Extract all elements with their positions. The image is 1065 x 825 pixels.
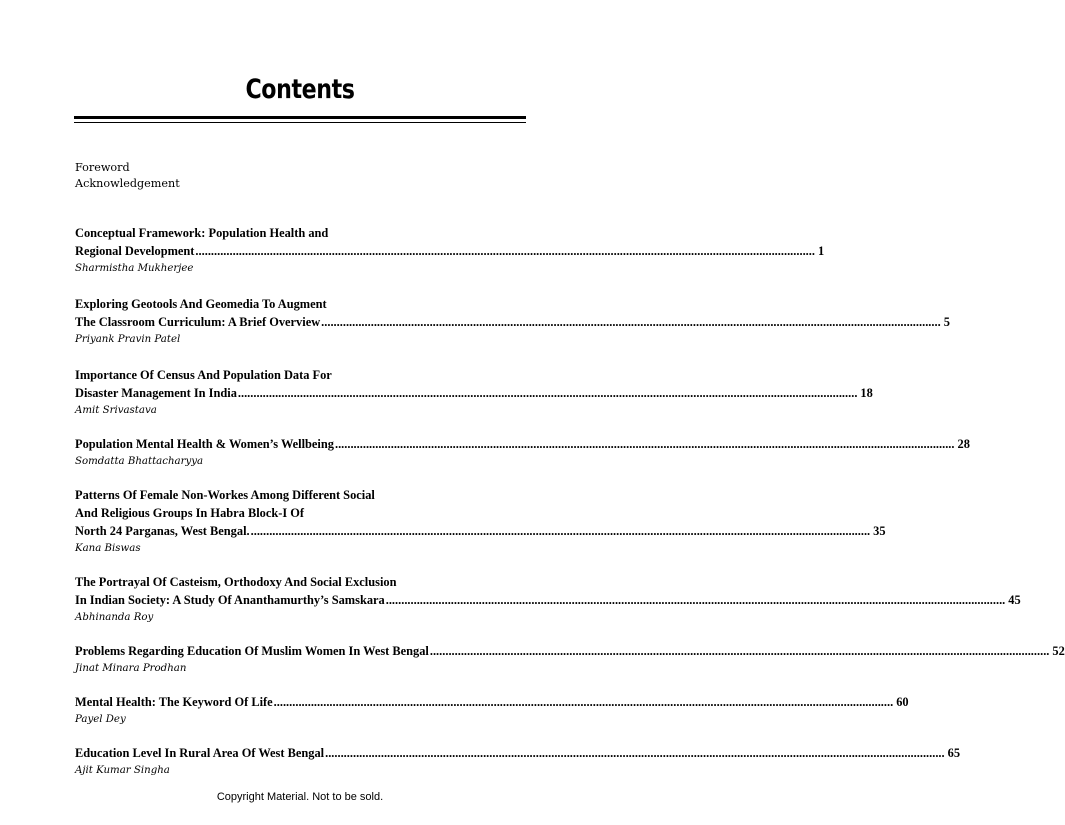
dot-leader: ........................................................................................................................................................................................................ [334,437,955,451]
toc-entry-title-line: Importance Of Census And Population Data For [75,368,332,382]
toc-page-number: 52 [1052,644,1065,658]
toc-entry-title-line [75,522,886,540]
toc-entry-title-line [75,384,873,402]
toc-entry-author: Sharmistha Mukherjee [75,263,194,274]
toc-entry-title: Education Level In Rural Area Of West Bengal [75,746,325,760]
front-matter [75,160,180,192]
dot-leader: ........................................................................................................................................................................................................ [321,315,941,329]
front-matter-item: Acknowledgement [75,177,180,190]
toc-entry-title: Regional Development [75,244,195,258]
toc-entry[interactable] [75,693,909,728]
dot-leader: ........................................................................................................................................................................................................ [250,524,871,538]
toc-entry-title-line [75,591,1021,609]
toc-entry-author: Priyank Pravin Patel [75,334,181,345]
toc-entry-title-line [75,744,961,762]
toc-entry-author: Kana Biswas [75,543,141,554]
dot-leader: ........................................................................................................................................................................................................ [237,386,858,400]
toc-entry-author: Jinat Minara Prodhan [75,663,187,674]
toc-entry-title-line [75,242,825,260]
toc-entry[interactable] [75,224,825,277]
dot-leader: ........................................................................................................................................................................................................ [273,695,894,709]
dot-leader: ........................................................................................................................................................................................................ [195,244,815,258]
toc-entry-title-line [75,693,909,711]
toc-entry-author: Somdatta Bhattacharyya [75,456,204,467]
toc-entry-title-line: And Religious Groups In Habra Block-I Of [75,506,305,520]
toc-entry[interactable] [75,486,886,557]
toc-page-number: 35 [873,524,886,538]
toc-entry-title-line: Exploring Geotools And Geomedia To Augment [75,297,327,311]
toc-entry-title-line: The Portrayal Of Casteism, Orthodoxy And Social Exclusion [75,575,397,589]
toc-entry-title-line: Conceptual Framework: Population Health and [75,226,329,240]
toc-page-number: 45 [1008,593,1021,607]
toc-entry[interactable] [75,744,961,779]
toc-entry-title-line [75,313,950,331]
toc-entry-author: Ajit Kumar Singha [75,765,170,776]
toc-page-number: 18 [860,386,873,400]
toc-entry[interactable] [75,642,1065,677]
toc-entry[interactable] [75,573,1021,626]
toc-page-number: 1 [817,244,825,258]
toc-entry-title: Disaster Management In India [75,386,237,400]
dot-leader: ........................................................................................................................................................................................................ [385,593,1006,607]
toc-entry[interactable] [75,366,873,419]
title-rule-thick [74,116,526,119]
title-rule-thin [74,122,526,123]
page-title: Contents [245,74,355,105]
toc-entry-title: The Classroom Curriculum: A Brief Overview [75,315,321,329]
toc-entry-title: Problems Regarding Education Of Muslim Women In West Bengal [75,644,429,658]
toc-entry[interactable] [75,435,970,470]
toc-entry-title: Mental Health: The Keyword Of Life [75,695,273,709]
toc-entry-title: Population Mental Health & Women’s Wellbeing [75,437,334,451]
toc-page-number: 65 [947,746,961,760]
dot-leader: ........................................................................................................................................................................................................ [429,644,1050,658]
toc-entries [75,224,1065,779]
copyright-footer: Copyright Material. Not to be sold. [216,791,384,803]
toc-entry-title-line: Patterns Of Female Non-Workes Among Different Social [75,488,375,502]
toc-page-number: 28 [957,437,970,451]
toc-entry-title-line [75,435,970,453]
toc-entry[interactable] [75,295,950,348]
toc-entry-title-line [75,642,1065,660]
front-matter-item: Foreword [75,161,130,174]
toc-entry-title: In Indian Society: A Study Of Ananthamurthy’s Samskara [75,593,385,607]
toc-page-number: 5 [943,315,950,329]
toc-page-number: 60 [896,695,909,709]
toc-entry-author: Abhinanda Roy [75,612,154,623]
dot-leader: ........................................................................................................................................................................................................ [325,746,945,760]
toc-entry-title: North 24 Parganas, West Bengal. [75,524,250,538]
toc-entry-author: Amit Srivastava [75,405,157,416]
toc-entry-author: Payel Dey [75,714,126,725]
